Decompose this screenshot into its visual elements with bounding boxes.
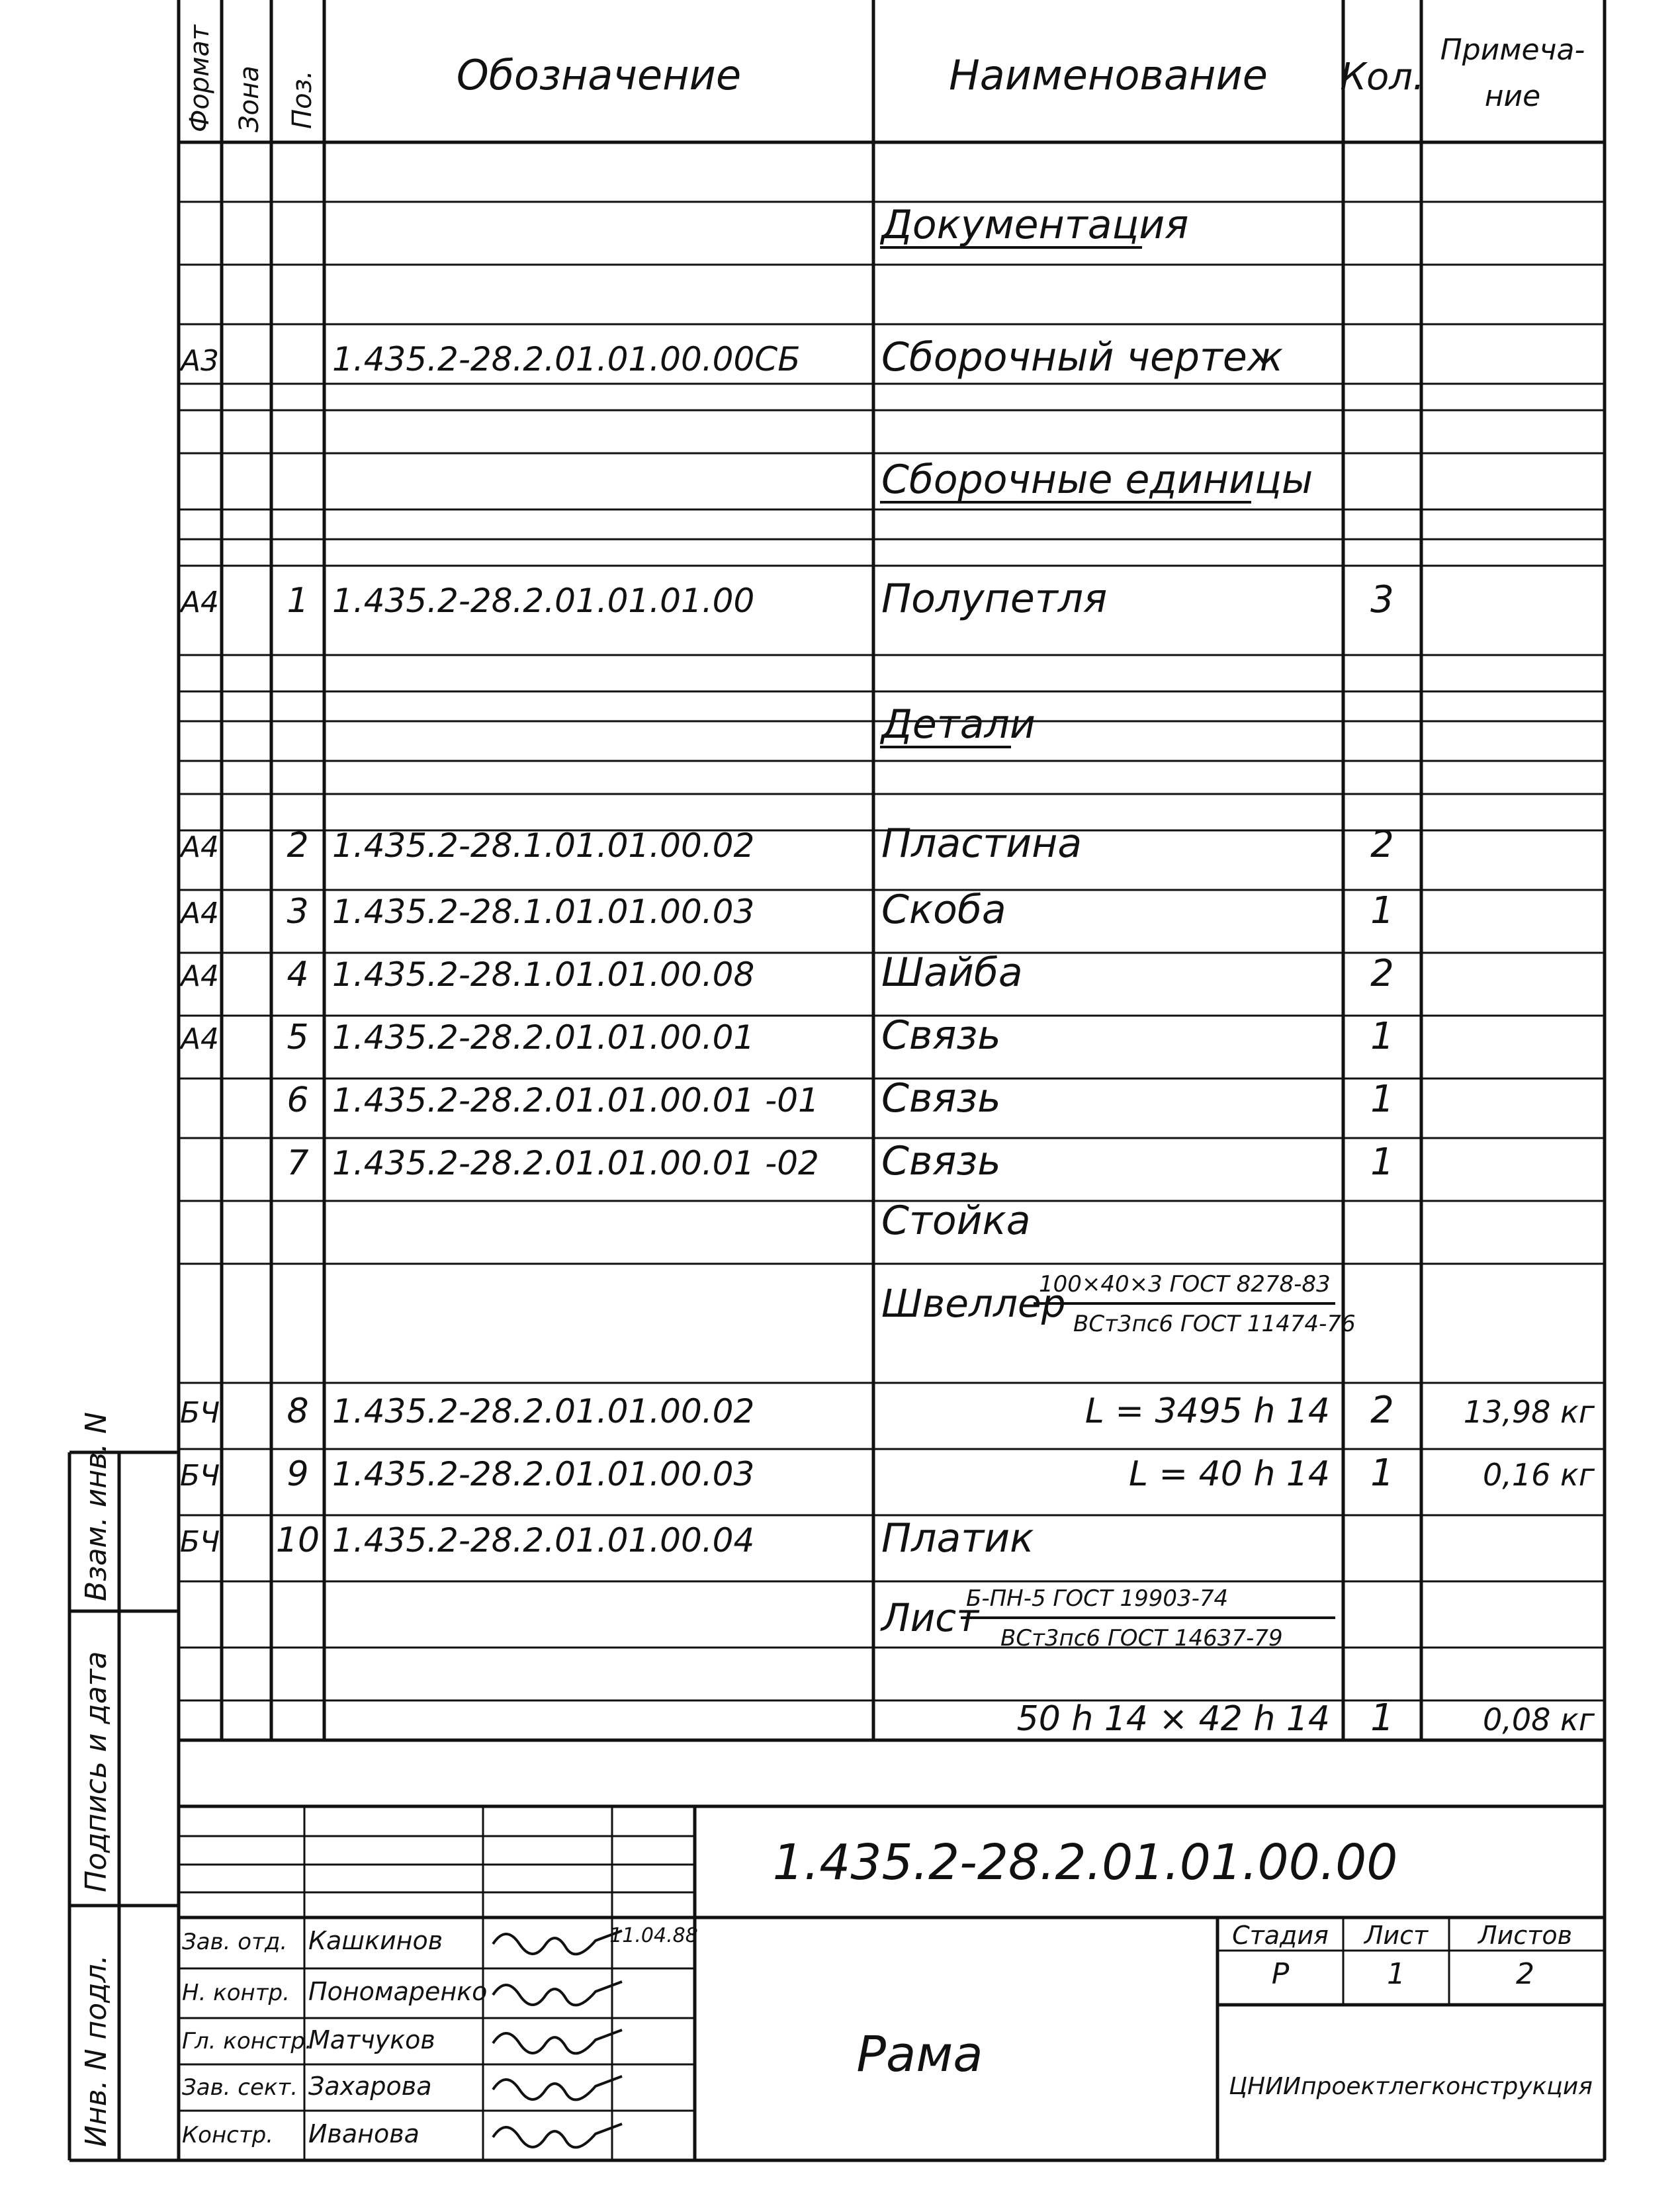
table-row: [879, 202, 1188, 248]
signature-row: [182, 1977, 622, 2006]
table-row: [180, 1452, 1595, 1495]
cell-qty: 1: [1370, 1015, 1394, 1058]
sheets-label: Листов: [1478, 1921, 1572, 1950]
side-stamp: [79, 1412, 113, 2147]
cell-format: БЧ: [179, 1396, 220, 1430]
cell-name: Лист: [881, 1595, 979, 1640]
signature-mark: [493, 2030, 622, 2053]
cell-name: Документация: [881, 202, 1189, 248]
cell-format: А4: [180, 586, 220, 619]
table-row: [1017, 1696, 1595, 1740]
stage-label: Стадия: [1232, 1921, 1329, 1950]
signature-mark: [493, 2124, 622, 2147]
table-row: [880, 457, 1313, 503]
cell-name: Детали: [881, 701, 1036, 748]
cell-pos: 3: [287, 892, 309, 932]
signature-name: Иванова: [308, 2119, 420, 2148]
signature-role: Гл. констр.: [182, 2028, 312, 2054]
cell-pos: 7: [287, 1143, 309, 1183]
cell-name-material-lower: ВСт3пс6 ГОСТ 14637-79: [1000, 1625, 1283, 1652]
table-row: [180, 1515, 1034, 1562]
side-label-vzam-inv: Взам. инв. N: [79, 1412, 113, 1601]
table-body: [179, 202, 1595, 1740]
side-label-signature-date: Подпись и дата: [79, 1651, 113, 1892]
table-row: [179, 820, 1394, 867]
cell-name: Платик: [881, 1515, 1034, 1562]
table-row: [881, 1271, 1356, 1337]
signature-name: Матчуков: [308, 2025, 435, 2054]
cell-format: А4: [180, 959, 220, 993]
header-zone: Зона: [234, 66, 265, 132]
cell-qty: 1: [1370, 889, 1394, 932]
table-row: [179, 576, 1394, 622]
cell-qty: 2: [1370, 823, 1394, 866]
table-row: [881, 1198, 1031, 1244]
cell-pos: 2: [287, 826, 309, 865]
cell-format: БЧ: [179, 1459, 220, 1493]
signature-name: Захарова: [308, 2072, 432, 2101]
signature-role: Констр.: [182, 2122, 274, 2148]
cell-name-material-upper: Б-ПН-5 ГОСТ 19903-74: [966, 1585, 1229, 1612]
cell-pos: 1: [287, 581, 309, 621]
cell-qty: 2: [1370, 952, 1394, 995]
cell-pos: 10: [275, 1520, 320, 1560]
table-row: [287, 1138, 1393, 1184]
signature-mark: [493, 2076, 622, 2099]
cell-name: 50 h 14 × 42 h 14: [1016, 1699, 1330, 1739]
cell-name: L = 40 h 14: [1129, 1454, 1330, 1494]
cell-name: Сборочный чертеж: [881, 334, 1283, 380]
header-qty: Кол.: [1340, 56, 1425, 99]
cell-note: 0,08 кг: [1483, 1702, 1595, 1738]
cell-name: Сборочные единицы: [881, 457, 1313, 503]
cell-pos: 4: [287, 955, 309, 994]
table-row: [179, 949, 1394, 996]
cell-format: А3: [180, 344, 220, 378]
cell-name: Связь: [881, 1075, 1001, 1122]
sheets-value: 2: [1516, 1957, 1534, 1991]
cell-qty: 2: [1370, 1389, 1394, 1432]
cell-designation: 1.435.2-28.1.01.01.00.03: [332, 893, 755, 931]
signature-row: [182, 2025, 622, 2054]
header-note-line2: ние: [1484, 79, 1541, 113]
header-note-line1: Примеча-: [1440, 33, 1585, 67]
signature-role: Зав. сект.: [182, 2074, 298, 2101]
cell-designation: 1.435.2-28.1.01.01.00.08: [332, 955, 755, 994]
cell-designation: 1.435.2-28.2.01.01.00.03: [332, 1455, 755, 1493]
approval-date: 11.04.88: [609, 1924, 698, 1947]
cell-name: Полупетля: [881, 576, 1108, 622]
cell-name-material-upper: 100×40×3 ГОСТ 8278-83: [1039, 1271, 1331, 1298]
header-format: Формат: [185, 24, 215, 132]
cell-note: 0,16 кг: [1483, 1457, 1595, 1493]
sheet-label: Лист: [1364, 1921, 1429, 1950]
cell-pos: 9: [287, 1454, 309, 1494]
doc-number: 1.435.2-28.2.01.01.00.00: [772, 1834, 1398, 1891]
doc-title: Рама: [856, 2026, 983, 2083]
signature-row: [182, 1926, 622, 1955]
signature-mark: [493, 1931, 622, 1954]
cell-pos: 5: [287, 1018, 309, 1057]
cell-name: Пластина: [881, 820, 1083, 867]
cell-format: А4: [180, 830, 220, 864]
title-block: [182, 1834, 1593, 2148]
sheet-value: 1: [1387, 1957, 1405, 1991]
cell-name: Связь: [881, 1012, 1001, 1059]
cell-format: БЧ: [179, 1525, 220, 1559]
cell-pos: 8: [287, 1391, 309, 1431]
cell-name: Швеллер: [881, 1281, 1066, 1326]
table-row: [179, 1012, 1394, 1059]
cell-name: Скоба: [881, 887, 1006, 933]
cell-pos: 6: [287, 1080, 309, 1120]
table-row: [880, 1585, 1335, 1652]
cell-qty: 1: [1370, 1141, 1394, 1184]
cell-format: А4: [180, 1022, 220, 1056]
signature-row: [182, 2072, 622, 2101]
cell-name: Шайба: [881, 949, 1023, 996]
table-row: [879, 701, 1036, 748]
cell-designation: 1.435.2-28.2.01.01.00.04: [332, 1521, 755, 1560]
cell-format: А4: [180, 897, 220, 930]
table-row: [179, 334, 1283, 380]
signature-roles: [182, 1926, 622, 2148]
stage-value: Р: [1271, 1957, 1290, 1991]
cell-designation: 1.435.2-28.2.01.01.00.01 -02: [332, 1144, 819, 1182]
cell-name: L = 3495 h 14: [1084, 1391, 1330, 1431]
cell-qty: 3: [1370, 578, 1394, 621]
cell-designation: 1.435.2-28.2.01.01.00.01 -01: [332, 1081, 819, 1120]
cell-name: Стойка: [881, 1198, 1031, 1244]
cell-name-material-lower: ВСт3пс6 ГОСТ 11474-76: [1073, 1311, 1356, 1337]
table-row: [179, 887, 1394, 933]
cell-qty: 1: [1370, 1078, 1394, 1121]
cell-designation: 1.435.2-28.1.01.01.00.02: [332, 826, 755, 865]
cell-designation: 1.435.2-28.2.01.01.01.00: [332, 582, 755, 620]
cell-note: 13,98 кг: [1463, 1394, 1595, 1430]
cell-designation: 1.435.2-28.2.01.01.00.00СБ: [332, 340, 801, 378]
signature-role: Зав. отд.: [182, 1929, 288, 1955]
table-header: [185, 24, 1585, 132]
organization: ЦНИИпроектлегконструкция: [1229, 2073, 1593, 2100]
table-row: [287, 1075, 1393, 1122]
header-name: Наименование: [949, 51, 1268, 99]
signature-role: Н. контр.: [182, 1980, 290, 2006]
cell-designation: 1.435.2-28.2.01.01.00.01: [332, 1018, 755, 1057]
cell-qty: 1: [1370, 1452, 1394, 1495]
signature-name: Кашкинов: [308, 1926, 443, 1955]
header-designation: Обозначение: [456, 51, 742, 99]
cell-qty: 1: [1370, 1696, 1394, 1740]
side-label-inv-podl: Инв. N подл.: [79, 1955, 113, 2147]
table-row: [180, 1389, 1595, 1432]
signature-row: [182, 2119, 622, 2148]
cell-designation: 1.435.2-28.2.01.01.00.02: [332, 1392, 755, 1431]
cell-name: Связь: [881, 1138, 1001, 1184]
signature-mark: [493, 1982, 622, 2005]
header-pos: Поз.: [287, 70, 318, 129]
signature-name: Пономаренко: [308, 1977, 488, 2006]
